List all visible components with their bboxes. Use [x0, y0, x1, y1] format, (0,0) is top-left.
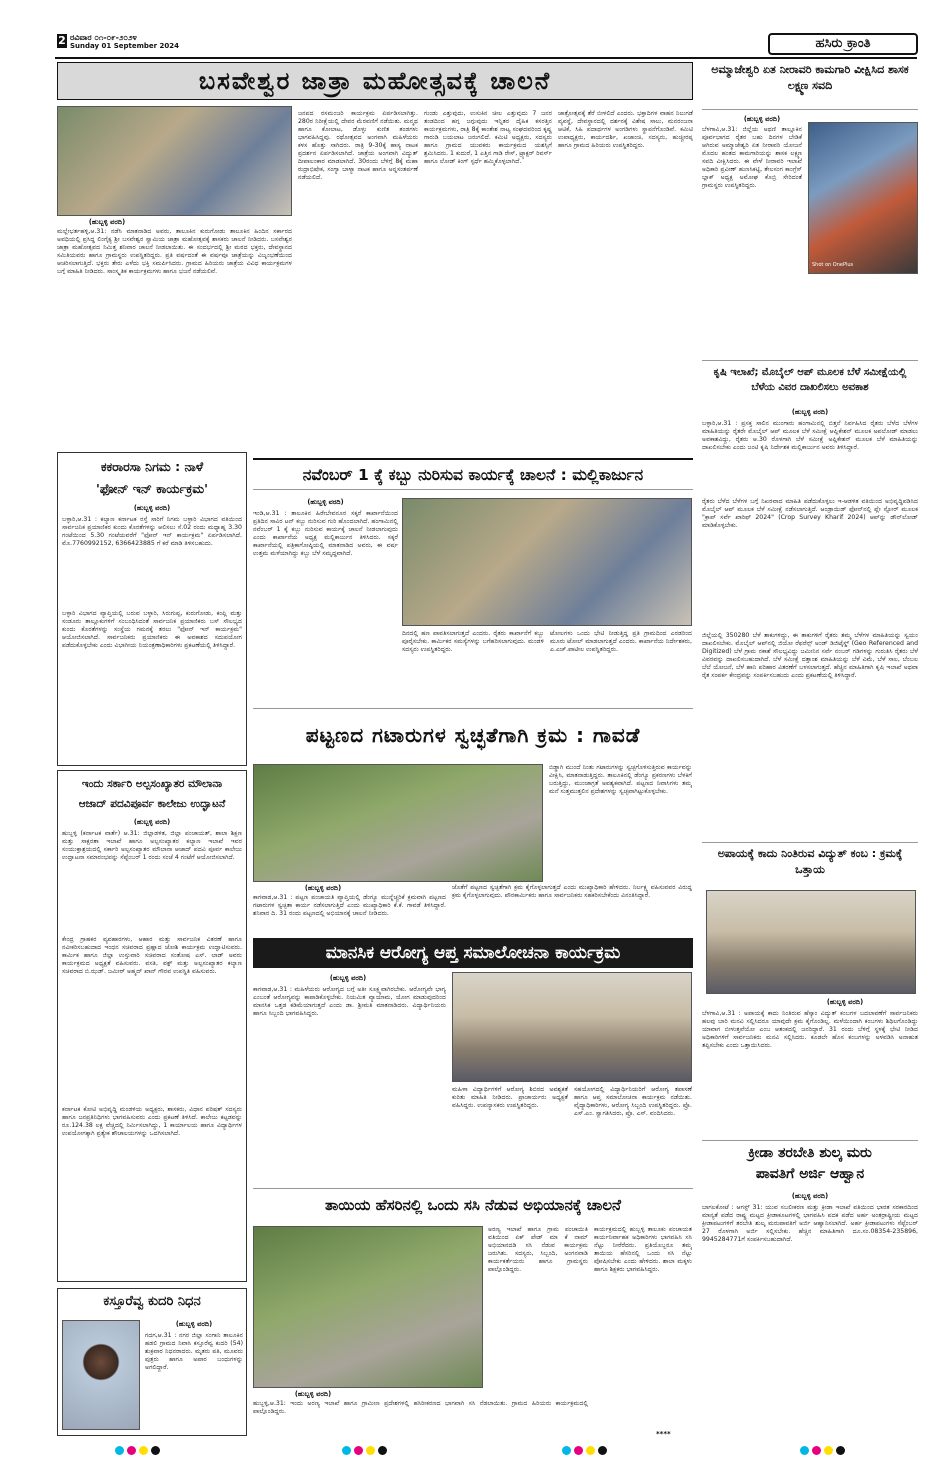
- reg-dot: [574, 1446, 583, 1455]
- basaveshwar-body-1: ಮಲ್ಲೇಭರ್ತಹಳ್ಳಿ,ಆ.31: ನಡೆಸಿ ಮಾತನಾಡಿದ ಅವರು, ತಾಲೂಕಿನ ಕುರುಗೋಡು ತಾಲೂಕಿನ ಹಿಂದಿನ ಸರ್ಕಾರದ ಅವಧಿಯಲ್ಲಿ ಪ್ರಸಿದ್ಧ ಲಿಂಗೈಕ್ಯ ಶ್ರೀ ಬಸವೇಶ್ವರ ಸ್ವಾಮಿಯ ಜಾತ್ರಾ ಮಹೋತ್ಸವಕ್ಕೆ ಶಾಸಕರು ಚಾಲನೆ ನೀಡಿದರು. ಬಸವೇಶ್ವರ ಜಾತ್ರಾ ಮಹೋತ್ಸವದ ನಿಮಿತ್ತ ಶನಿವಾರ ಚಾಲನೆ ನೀಡಲಾಯಿತು. ಈ ಸಂದರ್ಭದಲ್ಲಿ ಶ್ರೀ ಮಠದ ಭಕ್ತರು, ದೇವಸ್ಥಾನದ ಸಮಿತಿಯವರು ಹಾಗೂ ಗ್ರಾಮಸ್ಥರು ಉಪಸ್ಥಿತರಿದ್ದರು. ಪ್ರತಿ ವರ್ಷದಂತೆ ಈ ವರ್ಷವೂ ಜಾತ್ರೆಯನ್ನು ವಿಜೃಂಭಣೆಯಿಂದ ಆಚರಿಸಲಾಗುತ್ತಿದೆ. ಭಕ್ತರು ತೇರು ಎಳೆದು ಭಕ್ತಿ ಸಮರ್ಪಿಸಿದರು. ಗ್ರಾಮದ ಹಿರಿಯರು ಜಾತ್ರೆಯ ವಿವಿಧ ಕಾರ್ಯಕ್ರಮಗಳ ಬಗ್ಗೆ ಮಾಹಿತಿ ನೀಡಿದರು. ಸಾಂಸ್ಕೃತಿಕ ಕಾರ್ಯಕ್ರಮಗಳು ಹಾಗೂ ಭಜನೆ ನಡೆಯಲಿವೆ.: [57, 228, 292, 275]
- gataru-credit: (ಹುಬ್ಬಳ್ಳಿ ವರದಿ): [304, 884, 342, 892]
- kabbu-credit: (ಹುಬ್ಬಳ್ಳಿ ವರದಿ): [307, 498, 344, 506]
- reg-dot: [342, 1446, 351, 1455]
- kakarasarige-body-1: ಬಳ್ಳಾರಿ,ಆ.31 : ಕಲ್ಯಾಣ ಕರ್ನಾಟಕ ರಸ್ತೆ ಸಾರಿಗೆ ನಿಗಮ ಬಳ್ಳಾರಿ ವಿಭಾಗದ ವತಿಯಿಂದ ಸಾರ್ವಜನಿಕ ಪ್ರಯಾಣಿಕರ ಕುಂದು ಕೊರತೆಗಳನ್ನು ಆಲಿಸಲು ಸೆ.02 ರಂದು ಮಧ್ಯಾಹ್ನ 3.30 ಗಂಟೆಯಿಂದ 5.30 ಗಂಟೆಯವರೆಗೆ "ಫೋನ್ ಇನ್ ಕಾರ್ಯಕ್ರಮ" ಏರ್ಪಡಿಸಲಾಗಿದೆ. ಮೊ.7760992152, 6366423885 ಗೆ ಕರೆ ಮಾಡಿ ತಿಳಿಸಬಹುದು.: [62, 516, 242, 547]
- maulana-headline-2: ಆಜಾದ್ ಪದವಿಪೂರ್ವ ಕಾಲೇಜು ಉದ್ಘಾಟನೆ: [78, 798, 226, 810]
- registration-marks-left: [115, 1440, 163, 1459]
- gataru-photo: [253, 764, 543, 882]
- gataru-body-2: ಕಾಗವಾಡ,ಆ.31 : ಪಟ್ಟಣ ಪಂಚಾಯತಿ ವ್ಯಾಪ್ತಿಯಲ್ಲಿ ಡೆಂಗ್ಯೂ ಮುನ್ನೆಚ್ಚರಿಕೆ ಕ್ರಮವಾಗಿ ಪಟ್ಟಣದ ಗಟಾರುಗಳ ಸ್ವಚ್ಛತಾ ಕಾರ್ಯ ನಡೆಸಲಾಗುತ್ತಿದೆ ಎಂದು ಮುಖ್ಯಾಧಿಕಾರಿ ಕೆ.ಕೆ. ಗಾವಡೆ ತಿಳಿಸಿದ್ದಾರೆ. ಶನಿವಾರ ದಿ. 31 ರಂದು ಪಟ್ಟಣದಲ್ಲಿ ಅಭಿಯಾನಕ್ಕೆ ಚಾಲನೆ ನೀಡಿದರು.: [253, 894, 446, 917]
- krida-credit: (ಹುಬ್ಬಳ್ಳಿ ವರದಿ): [791, 1192, 829, 1200]
- reg-dot: [586, 1446, 595, 1455]
- kasturevva-body: ಗದಗ,ಆ.31 : ನಗರ ಜಿಲ್ಲಾ ಸಂಗಾನಿ ತಾಲೂಕಿನ ಹಡಲಿ ಗ್ರಾಮದ ನಿವಾಸಿ ಕಸ್ತೂರೆವ್ವ ಕುದರಿ (54) ಶುಕ್ರವಾರ ನಿಧನರಾದರು. ಮೃತರು ಪತಿ, ಮೂವರು ಪುತ್ರರು ಹಾಗೂ ಅಪಾರ ಬಂಧುಗಳನ್ನು ಅಗಲಿದ್ದಾರೆ.: [145, 1332, 243, 1371]
- kabbu-photo: [402, 498, 692, 626]
- kabbu-body-1: ಇಂಡಿ,ಆ.31 : ತಾಲೂಕಿನ ಹಿರೇಬೇವನೂರ ಸಕ್ಕರೆ ಕಾರ್ಖಾನೆಯಿಂದ ಪ್ರತಿದಿನ ಸಾವಿರ ಟನ್ ಕಬ್ಬು ನುರಿಸುವ ಗುರಿ ಹೊಂದಲಾಗಿದೆ. ಹಂಗಾಮಿನಲ್ಲಿ ನವೆಂಬರ್ 1 ಕ್ಕೆ ಕಬ್ಬು ನುರಿಸುವ ಕಾರ್ಯಕ್ಕೆ ಚಾಲನೆ ನೀಡಲಾಗುವುದು ಎಂದು ಕಾರ್ಖಾನೆಯ ಅಧ್ಯಕ್ಷ ಮಲ್ಲಿಕಾರ್ಜುನ ತಿಳಿಸಿದರು. ಸಕ್ಕರೆ ಕಾರ್ಖಾನೆಯಲ್ಲಿ ಪತ್ರಿಕಾಗೋಷ್ಠಿಯಲ್ಲಿ ಮಾತನಾಡಿದ ಅವರು, ಈ ವರ್ಷ ಉತ್ತಮ ಮಳೆಯಾಗಿದ್ದು ಕಬ್ಬು ಬೆಳೆ ಸಮೃದ್ಧವಾಗಿದೆ.: [253, 510, 398, 557]
- reg-dot: [598, 1446, 607, 1455]
- tayiya-photo: [253, 1226, 483, 1388]
- kakarasarige-credit: (ಹುಬ್ಬಳ್ಳಿ ವರದಿ): [133, 504, 171, 512]
- krishi-body-2: ರೈತರು ಬೆಳೆದ ಬೆಳೆಗಳ ಬಗ್ಗೆ ನಿಖರವಾದ ಮಾಹಿತಿ ಪಡೆದುಕೊಳ್ಳಲು ಇ-ಆಡಳಿತ ವತಿಯಿಂದ ಅಭಿವೃದ್ಧಿಪಡಿಸಿದ ಮೊಬೈಲ್ ಆಪ್ ಮೂಲಕ ಬೆಳೆ ಸಮೀಕ್ಷೆ ನಡೆಸಲಾಗುತ್ತಿದೆ. ಆಂಡ್ರಾಯಿಡ್ ಫೋನ್‌ನಲ್ಲಿ ಪ್ಲೇ ಸ್ಟೋರ್ ಮೂಲಕ "ಕ್ರಾಪ್ ಸರ್ವೆ ಖಾರಿಫ್ 2024" (Crop Survey Kharif 2024) ಆಪ್‌ನ್ನು ಡೌನ್‌ಲೋಡ್ ಮಾಡಿಕೊಳ್ಳಬೇಕು.: [702, 498, 918, 529]
- krida-headline-1: ಕ್ರೀಡಾ ತರಬೇತಿ ಶುಲ್ಕ ಮರು: [702, 1140, 918, 1163]
- page-number: 2: [58, 34, 66, 47]
- gataru-body-3: ಜೊತೆಗೆ ಪಟ್ಟಣದ ಸ್ವಚ್ಛತೆಗಾಗಿ ಕ್ರಮ ಕೈಗೊಳ್ಳಲಾಗುತ್ತದೆ ಎಂದು ಮುಖ್ಯಾಧಿಕಾರಿ ಹೇಳಿದರು. ನಿರ್ಲಕ್ಷ್ಯ ವಹಿಸುವವರ ವಿರುದ್ಧ ಕ್ರಮ ಕೈಗೊಳ್ಳಲಾಗುವುದು. ಪೌರಕಾರ್ಮಿಕರು ಹಾಗೂ ಸಾರ್ವಜನಿಕರು ಸಹಕರಿಸಬೇಕೆಂದು ವಿನಂತಿಸಿದ್ದಾರೆ.: [452, 884, 692, 899]
- reg-dot: [812, 1446, 821, 1455]
- date-english: Sunday 01 September 2024: [70, 42, 180, 50]
- reg-dot: [139, 1446, 148, 1455]
- reg-dot: [836, 1446, 845, 1455]
- krishi-body-3: ಜಿಲ್ಲೆಯಲ್ಲಿ 350280 ಬೆಳೆ ತಾಕುಗಳಿದ್ದು, ಈ ತಾಕುಗಳಿಗೆ ರೈತರು ತಮ್ಮ ಬೆಳೆಗಳ ಮಾಹಿತಿಯನ್ನು ಸ್ವಯಂ ದಾಖಲಿಸಬೇಕು. ಮೊಬೈಲ್ ಆಪ್‌ನಲ್ಲಿ ಜಿಯೋ ರೆಫರೆನ್ಸ್ ಅಂಡ್ ಡಿಜಿಟೈಸ್ಡ್ (Geo Referenced and Digitized) ಬೆಳೆ ಗ್ರಾಮ ನಕಾಶೆ ಸೌಲಭ್ಯವಿದ್ದು ಜಮೀನಿನ ಸರ್ವೆ ನಂಬರ್ ಗಡಿಗಳನ್ನು ಗುರುತಿಸಿ ರೈತರು ಬೆಳೆ ವಿವರವನ್ನು ದಾಖಲಿಸಬಹುದಾಗಿದೆ. ಬೆಳೆ ಸಮೀಕ್ಷೆ ದತ್ತಾಂಶ ಮಾಹಿತಿಯನ್ನು ಬೆಳೆ ವಿಮೆ, ಬೆಳೆ ಸಾಲ, ಬೆಂಬಲ ಬೆಲೆ ಯೋಜನೆ, ಬೆಳೆ ಹಾನಿ ಪರಿಹಾರ ವಿತರಣೆಗೆ ಬಳಸಲಾಗುತ್ತದೆ. ಹೆಚ್ಚಿನ ಮಾಹಿತಿಗಾಗಿ ಕೃಷಿ ಇಲಾಖೆ ಅಥವಾ ರೈತ ಸಂಪರ್ಕ ಕೇಂದ್ರವನ್ನು ಸಂಪರ್ಕಿಸಬಹುದು ಎಂದು ಪ್ರಕಟಣೆಯಲ್ಲಿ ತಿಳಿಸಿದ್ದಾರೆ.: [702, 632, 918, 679]
- krishi-body-1: ಬಳ್ಳಾರಿ,ಆ.31 : ಪ್ರಸಕ್ತ ಸಾಲಿನ ಮುಂಗಾರು ಹಂಗಾಮಿನಲ್ಲಿ ಬಿತ್ತನೆ ನಿರ್ವಹಿಸಿದ ರೈತರು ಬೆಳೆದ ಬೆಳೆಗಳ ಮಾಹಿತಿಯನ್ನು ರೈತರೇ ಮೊಬೈಲ್ ಆಪ್ ಮೂಲಕ ಬೆಳೆ ಸಮೀಕ್ಷೆ ಆಪ್ಲಿಕೇಶನ್ ಮೂಲಕ ಅಪಲೋಡ್ ಮಾಡಲು ಅವಕಾಶವಿದ್ದು, ರೈತರು ಆ.30 ರೊಳಗಾಗಿ ಬೆಳೆ ಸಮೀಕ್ಷೆ ಅಪ್ಲಿಕೇಶನ್ ಮೂಲಕ ಬೆಳೆ ಮಾಹಿತಿಯನ್ನು ದಾಖಲಿಸಬೇಕು ಎಂದು ಜಂಟಿ ಕೃಷಿ ನಿರ್ದೇಶಕ ಮಲ್ಲಿಕಾರ್ಜುನ ಅವರು ತಿಳಿಸಿದ್ದಾರೆ.: [702, 420, 918, 451]
- krishi-headline: ಕೃಷಿ ಇಲಾಖೆ; ಮೊಬೈಲ್ ಆಪ್ ಮೂಲಕ ಬೆಳೆ ಸಮೀಕ್ಷೆಯಲ್ಲಿ ಬೆಳೆಯ ವಿವರ ದಾಖಲಿಸಲು ಅವಕಾಶ: [702, 360, 918, 404]
- gataru-headline: ಪಟ್ಟಣದ ಗಟಾರುಗಳ ಸ್ವಚ್ಛತೆಗಾಗಿ ಕ್ರಮ : ಗಾವಡೆ: [253, 708, 693, 762]
- manasika-body-3: ಸಹಯೋಗದಲ್ಲಿ ವಿದ್ಯಾರ್ಥಿನಿಯರಿಗೆ ಆರೋಗ್ಯ ತಪಾಸಣೆ ಹಾಗೂ ಆಪ್ತ ಸಮಾಲೋಚನಾ ಕಾರ್ಯಕ್ರಮ ನಡೆಯಿತು. ವೈದ್ಯಾಧಿಕಾರಿಗಳು, ಆರೋಗ್ಯ ಸಿಬ್ಬಂದಿ ಉಪಸ್ಥಿತರಿದ್ದರು. ಪ್ರೊ. ಎಸ್.ಎಂ. ಸ್ವಾಗತಿಸಿದರು, ಪ್ರೊ. ಎಸ್. ವಂದಿಸಿದರು.: [574, 1086, 692, 1117]
- kabbu-body-2: ದಿನದಲ್ಲಿ ಹಣ ಪಾವತಿಸಲಾಗುತ್ತದೆ ಎಂದರು. ರೈತರು ಕಾರ್ಖಾನೆಗೆ ಕಬ್ಬು ಪೂರೈಸಬೇಕು. ಕಾರ್ಮಿಕರ ಸಮಸ್ಯೆಗಳನ್ನು ಬಗೆಹರಿಸಲಾಗುವುದು. ಮಂಡಳಿ ಸದಸ್ಯರು ಉಪಸ್ಥಿತರಿದ್ದರು.: [402, 630, 544, 653]
- tayiya-headline: ತಾಯಿಯ ಹೆಸರಿನಲ್ಲಿ ಒಂದು ಸಸಿ ನೆಡುವ ಅಭಿಯಾನಕ್ಕೆ ಚಾಲನೆ: [253, 1188, 693, 1222]
- tayiya-body-2: ಕಾರ್ಯಕ್ರಮದಲ್ಲಿ ಹುಬ್ಬಳ್ಳಿ ತಾಲೂಕು ಪಂಚಾಯತ ಕಾರ್ಯನಿರ್ವಾಹಕ ಅಧಿಕಾರಿಗಳು ಭಾಗವಹಿಸಿ ಸಸಿ ನೆಟ್ಟು ನೀರೆರೆದರು. ಪ್ರತಿಯೊಬ್ಬರೂ ತಮ್ಮ ತಾಯಿಯ ಹೆಸರಿನಲ್ಲಿ ಒಂದು ಸಸಿ ನೆಟ್ಟು ಪೋಷಿಸಬೇಕು ಎಂದು ಹೇಳಿದರು. ಶಾಲಾ ಮಕ್ಕಳು ಹಾಗೂ ಶಿಕ್ಷಕರು ಭಾಗವಹಿಸಿದ್ದರು.: [594, 1226, 692, 1273]
- krishi-credit: (ಹುಬ್ಬಳ್ಳಿ ವರದಿ): [791, 408, 829, 416]
- kakarasarige-headline-1: ಕಕರಾರಸಾ ನಿಗಮ : ನಾಳೆ: [100, 459, 204, 474]
- end-mark: ****: [656, 1430, 671, 1438]
- ammajeshwari-credit: (ಹುಬ್ಬಳ್ಳಿ ವರದಿ): [743, 115, 781, 123]
- reg-dot: [562, 1446, 571, 1455]
- kabbu-headline: ನವೆಂಬರ್ 1 ಕ್ಕೆ ಕಬ್ಬು ನುರಿಸುವ ಕಾರ್ಯಕ್ಕೆ ಚಾಲನೆ : ಮಲ್ಲಿಕಾರ್ಜುನ: [253, 458, 693, 490]
- tayiya-credit: (ಹುಬ್ಬಳ್ಳಿ ವರದಿ): [294, 1390, 332, 1398]
- ammajeshwari-photo: [808, 122, 918, 274]
- basaveshwar-body-3: ಗುಂಡು ಎತ್ತುವುದು, ಉಸುಕಿನ ಚೀಲ ಎತ್ತುವುದು 7 ಜನರ ತಂಡದಿಂದ ಹಗ್ಗ ಜಗ್ಗುವುದು ಇನ್ನಿತರ ದೈಹಿಕ ಕಸರತ್ತಿನ ಕಾರ್ಯಕ್ರಮಗಳು, ರಾತ್ರಿ 8ಕ್ಕೆ ಕಾಂತೇಶ ನಾಟ್ಯ ಸಂಘದವರಿಂದ ಕೃಷ್ಣ ಗಾರುಡಿ ಬಯಲಾಟ ಜರುಗಲಿದೆ. ಕಮಿಟಿ ಅಧ್ಯಕ್ಷರು, ಸದಸ್ಯರು ಹಾಗೂ ಗ್ರಾಮದ ಯುವಕರು ಕಾರ್ಯಕ್ರಮದ ಯಶಸ್ಸಿಗೆ ಶ್ರಮಿಸಿದರು. 1 ಕುದುರೆ, 1 ಎತ್ತಿನ ಗಾಡಿ ರೇಸ್, ಟ್ರ್ಯಾಕ್ಟರ್ ರಿವರ್ಸ್ ಹಾಗೂ ಲೋಡ್ ಕಿಂಗ್ ಸ್ಪರ್ಧೆ ಹಮ್ಮಿಕೊಳ್ಳಲಾಗಿದೆ.: [424, 110, 552, 165]
- ammajeshwari-body: ಬೆಳಗಾವಿ,ಆ.31: ಜಿಲ್ಲೆಯ ಅಥಣಿ ತಾಲ್ಲೂಕಿನ ಪೂರ್ವಭಾಗದ ರೈತರ ಬಹು ದಿನಗಳ ಬೇಡಿಕೆ ಆಗಿರುವ ಅಮ್ಮಾಜೇಶ್ವರಿ ಏತ ನೀರಾವರಿ ಯೋಜನೆ ಮೊದಲ ಹಂತದ ಕಾಮಗಾರಿಯನ್ನು ಶಾಸಕ ಲಕ್ಷ್ಮಣ ಸವದಿ ವೀಕ್ಷಿಸಿದರು. ಈ ವೇಳೆ ನೀರಾವರಿ ಇಲಾಖೆ ಅಧಿಕಾರಿ ಪ್ರವೀಣ್ ಹುಣಸಿಕಟ್ಟಿ, ತೇಲಸಂಗ ಕಾಂಗ್ರೆಸ್ ಬ್ಲಾಕ್ ಅಧ್ಯಕ್ಷ ಅಮೋಘ ಕೊಬ್ರಿ ಸೇರಿದಂತೆ ಗ್ರಾಮಸ್ಥರು ಉಪಸ್ಥಿತರಿದ್ದರು.: [702, 126, 802, 189]
- basaveshwar-credit: (ಹುಬ್ಬಳ್ಳಿ ವರದಿ): [88, 218, 126, 226]
- reg-dot: [127, 1446, 136, 1455]
- maulana-body-2: ಕೇಂದ್ರ ಗ್ರಾಹಕರ ವ್ಯವಹಾರಗಳು, ಆಹಾರ ಮತ್ತು ಸಾರ್ವಜನಿಕ ವಿತರಣೆ ಹಾಗೂ ನವೀಕರಿಸಬಹುದಾದ ಇಂಧನ ಸಚಿವರಾದ ಪ್ರಹ್ಲಾದ ಜೋಶಿ ಕಾರ್ಯಕ್ರಮ ಉದ್ಘಾಟಿಸುವರು. ಕಾರ್ಮಿಕ ಹಾಗೂ ಜಿಲ್ಲಾ ಉಸ್ತುವಾರಿ ಸಚಿವರಾದ ಸಂತೋಷ ಎಸ್. ಲಾಡ್ ಅವರು ಕಾರ್ಯಕ್ರಮದ ಅಧ್ಯಕ್ಷತೆ ವಹಿಸುವರು. ವಸತಿ, ವಕ್ಫ್ ಮತ್ತು ಅಲ್ಪಸಂಖ್ಯಾತರ ಕಲ್ಯಾಣ ಸಚಿವರಾದ ಬಿ.ಝಡ್. ಜಮೀರ್ ಅಹ್ಮದ್ ಖಾನ್ ಗೌರವ ಉಪಸ್ಥಿತಿ ವಹಿಸುವರು.: [62, 936, 242, 975]
- basaveshwar-headline: ಬಸವೇಶ್ವರ ಜಾತ್ರಾ ಮಹೋತ್ಸವಕ್ಕೆ ಚಾಲನೆ: [57, 62, 693, 100]
- maulana-body-3: ಕರ್ನಾಟಕ ಕೋಟಿ ಅಭಿವೃದ್ಧಿ ಮಂಡಳಿಯ ಅಧ್ಯಕ್ಷರು, ಶಾಸಕರು, ವಿಧಾನ ಪರಿಷತ್ ಸದಸ್ಯರು ಹಾಗೂ ಜನಪ್ರತಿನಿಧಿಗಳು ಭಾಗವಹಿಸುವರು ಎಂದು ಪ್ರಕಟಣೆ ತಿಳಿಸಿದೆ. ಕಾಲೇಜು ಕಟ್ಟಡವನ್ನು ರೂ.124.38 ಲಕ್ಷ ವೆಚ್ಚದಲ್ಲಿ ನಿರ್ಮಿಸಲಾಗಿದ್ದು, 1 ಕಾರ್ಯಾಲಯ ಹಾಗೂ ವಿದ್ಯಾರ್ಥಿಗಳ ಉಪಯೋಗಕ್ಕಾಗಿ ಪ್ರತ್ಯೇಕ ಶೌಚಾಲಯಗಳನ್ನು ಒದಗಿಸಲಾಗಿದೆ.: [62, 1106, 242, 1137]
- gataru-body-1: ಬಿಡ್ಡಾಗಿ ಮುಂದೆ ನಿಂತು ಗಟಾರುಗಳನ್ನು ಸ್ವಚ್ಛಗೊಳಿಸುತ್ತಿರುವ ಕಾರ್ಯವನ್ನು ವೀಕ್ಷಿಸಿ, ಮಾತನಾಡುತ್ತಿದ್ದರು. ತಾಲೂಕಿನಲ್ಲಿ ಡೆಂಗ್ಯೂ ಪ್ರಕರಣಗಳು ಬೆಳಕಿಗೆ ಬರುತ್ತಿದ್ದು, ಮುಂಜಾಗ್ರತೆ ಅವಶ್ಯಕವಾಗಿದೆ. ಪಟ್ಟಣದ ನಿವಾಸಿಗಳು ತಮ್ಮ ಮನೆ ಸುತ್ತಮುತ್ತಲಿನ ಪ್ರದೇಶಗಳನ್ನು ಸ್ವಚ್ಛವಾಗಿಟ್ಟುಕೊಳ್ಳಬೇಕು.: [549, 764, 692, 795]
- reg-dot: [115, 1446, 124, 1455]
- manasika-body-2: ಮಹಿಳಾ ವಿದ್ಯಾರ್ಥಿಗಳಿಗೆ ಆರೋಗ್ಯ ಶಿಬಿರದ ಅವಶ್ಯಕತೆ ಕುರಿತು ಮಾಹಿತಿ ನೀಡಿದರು. ಪ್ರಾಚಾರ್ಯರು ಅಧ್ಯಕ್ಷತೆ ವಹಿಸಿದ್ದರು. ಉಪನ್ಯಾಸಕರು ಉಪಸ್ಥಿತರಿದ್ದರು.: [452, 1086, 568, 1109]
- vidyut-credit: (ಹುಬ್ಬಳ್ಳಿ ವರದಿ): [826, 998, 864, 1006]
- manasika-credit: (ಹುಬ್ಬಳ್ಳಿ ವರದಿ): [329, 974, 367, 982]
- manasika-body-1: ಕಾಗವಾಡ,ಆ.31 : ಮಹಿಳೆಯರು ಆರೋಗ್ಯದ ಬಗ್ಗೆ ಅತೀ ಸೂಕ್ಷ್ಮವಾಗಿರಬೇಕು. ಆರೋಗ್ಯವೇ ಭಾಗ್ಯ ಎಂಬಂತೆ ಆರೋಗ್ಯವನ್ನು ಕಾಪಾಡಿಕೊಳ್ಳಬೇಕು. ನಿಯಮಿತ ವ್ಯಾಯಾಮ, ಯೋಗ ಮಾಡುವುದರಿಂದ ಮಾನಸಿಕ ಒತ್ತಡ ಕಡಿಮೆಯಾಗುತ್ತದೆ ಎಂದು ಡಾ. ಶ್ರೀಮತಿ ಮಾತನಾಡಿದರು. ವಿದ್ಯಾರ್ಥಿನಿಯರು ಹಾಗೂ ಸಿಬ್ಬಂದಿ ಭಾಗವಹಿಸಿದ್ದರು.: [253, 986, 446, 1017]
- reg-dot: [378, 1446, 387, 1455]
- reg-dot: [366, 1446, 375, 1455]
- basaveshwar-photo: [57, 106, 292, 216]
- tayiya-body-3: ಹುಬ್ಬಳ್ಳಿ,ಆ.31: ಇಂದು ಅರಣ್ಯ ಇಲಾಖೆ ಹಾಗೂ ಗ್ರಾಮೀಣ ಪ್ರದೇಶಗಳಲ್ಲಿ ಹಸಿರೀಕರಣದ ಭಾಗವಾಗಿ ಸಸಿ ನೆಡಲಾಯಿತು. ಗ್ರಾಮದ ಹಿರಿಯರು ಕಾರ್ಯಕ್ರಮದಲ್ಲಿ ಪಾಲ್ಗೊಂಡಿದ್ದರು.: [253, 1400, 588, 1415]
- vidyut-headline: ಅಪಾಯಕ್ಕೆ ಕಾದು ನಿಂತಿರುವ ವಿದ್ಯುತ್ ಕಂಬ : ಕ್ರಮಕ್ಕೆ ಒತ್ತಾಯ: [702, 842, 918, 882]
- kakarasarige-body-2: ಬಳ್ಳಾರಿ ವಿಭಾಗದ ವ್ಯಾಪ್ತಿಯಲ್ಲಿ ಬರುವ ಬಳ್ಳಾರಿ, ಸಿರುಗುಪ್ಪ, ಕುರುಗೋಡು, ಕಂಪ್ಲಿ ಮತ್ತು ಸಂಡೂರು ತಾಲ್ಲೂಕುಗಳಿಗೆ ಸಂಬಂಧಿಸಿದಂತೆ ಸಾರ್ವಜನಿಕ ಪ್ರಯಾಣಿಕರು ಬಸ್ ಸೌಲಭ್ಯದ ಕುಂದು ಕೊರತೆಗಳನ್ನು ಸಂಸ್ಥೆಯ ಗಮನಕ್ಕೆ ತರಲು "ಫೋನ್ ಇನ್ ಕಾರ್ಯಕ್ರಮ" ಆಯೋಜಿಸಲಾಗಿದೆ. ಸಾರ್ವಜನಿಕರು ಪ್ರಯಾಣಿಕರು ಈ ಅವಕಾಶದ ಸದುಪಯೋಗ ಪಡೆದುಕೊಳ್ಳಬೇಕು ಎಂದು ವಿಭಾಗೀಯ ನಿಯಂತ್ರಣಾಧಿಕಾರಿಗಳು ಪ್ರಕಟಣೆಯಲ್ಲಿ ತಿಳಿಸಿದ್ದಾರೆ.: [62, 610, 242, 649]
- kabbu-body-3: ಟೋಲಗಳು ಒಂದು ಭೇಟಿ ನೀಡುತ್ತಿದ್ದ ಪ್ರತಿ ಗ್ರಾಮದಿಂದ ಎರಡರಿಂದ ಮೂರು ಟೋಲ್ ಮಾಡಲಾಗುತ್ತದೆ ಎಂದರು. ಕಾರ್ಖಾನೆಯ ನಿರ್ದೇಶಕರು, ಎ.ಎಚ್.ಪಾಟೀಲ ಉಪಸ್ಥಿತರಿದ್ದರು.: [550, 630, 692, 653]
- registration-marks-center: [342, 1440, 390, 1459]
- manasika-photo: [452, 972, 692, 1082]
- registration-marks-right: [800, 1440, 848, 1459]
- header-rule: [55, 57, 917, 59]
- krida-body: ಬಾಗಲಕೋಟೆ : ಆಗಸ್ಟ್ 31: ಯುವ ಸಬಲೀಕರಣ ಮತ್ತು ಕ್ರೀಡಾ ಇಲಾಖೆ ವತಿಯಿಂದ ಭಾರತ ಸರಕಾರದಿಂದ ಮಾನ್ಯತೆ ಪಡೆದ ರಾಷ್ಟ್ರ ಮಟ್ಟದ ಕ್ರೀಡಾಕೂಟಗಳಲ್ಲಿ ಭಾಗವಹಿಸಿ ಪದಕ ಪಡೆದ ಅರ್ಹ ಅಂತರ್ರಾಷ್ಟ್ರೀಯ ಮಟ್ಟದ ಕ್ರೀಡಾಪಟುಗಳಿಗೆ ತರಬೇತಿ ಶುಲ್ಕ ಮರುಪಾವತಿಗೆ ಅರ್ಜಿ ಆಹ್ವಾನಿಸಲಾಗಿದೆ. ಅರ್ಹ ಕ್ರೀಡಾಪಟುಗಳು ಸೆಪ್ಟೆಂಬರ್ 27 ರೊಳಗಾಗಿ ಅರ್ಜಿ ಸಲ್ಲಿಸಬೇಕು. ಹೆಚ್ಚಿನ ಮಾಹಿತಿಗಾಗಿ ದೂ.ಸಂ.08354-235896, 9945284771ಗೆ ಸಂಪರ್ಕಿಸಬಹುದಾಗಿದೆ.: [702, 1204, 918, 1243]
- basaveshwar-body-2: ಜನಪದ ರಸಮಂಜರಿ ಕಾರ್ಯಕ್ರಮ ಏರ್ಪಡಿಸಲಾಗಿತ್ತು. 280ರ ನಿರೀಕ್ಷೆಯಲ್ಲಿ ದೇವರ ಮೆರವಣಿಗೆ ನಡೆಯಿತು. ಮನ್ಮಥ ಹಾಗೂ ಕೋಲಾಟ, ಡೊಳ್ಳು ಕುಣಿತ ತಂಡಗಳು ಭಾಗವಹಿಸಿದ್ದವು. ರಥೋತ್ಸವದ ಅಂಗವಾಗಿ ಮಹಿಳೆಯರು ಕಳಸ ಹೊತ್ತು ಸಾಗಿದರು. ರಾತ್ರಿ 9-30ಕ್ಕೆ ಹಾಸ್ಯ ನಾಟಕ ಪ್ರದರ್ಶನ ಏರ್ಪಡಿಸಲಾಗಿದೆ. ಜಾತ್ರೆಯ ಅಂಗವಾಗಿ ವಿದ್ಯುತ್ ದೀಪಾಲಂಕಾರ ಮಾಡಲಾಗಿದೆ. 30ರಂದು ಬೆಳಿಗ್ಗೆ 8ಕ್ಕೆ ಮಹಾ ರುದ್ರಾಭಿಷೇಕ, ಸಂಗ್ಯಾ ಬಾಳ್ಯಾ ನಾಟಕ ಹಾಗೂ ಅನ್ನಸಂತರ್ಪಣೆ ನಡೆಯಲಿದೆ.: [298, 110, 418, 181]
- date-kannada: ರವಿವಾರ ೦೧-೦೯-೨೦೨೪: [70, 33, 137, 42]
- maulana-credit: (ಹುಬ್ಬಳ್ಳಿ ವರದಿ): [133, 818, 171, 826]
- reg-dot: [151, 1446, 160, 1455]
- vidyut-photo: [706, 890, 916, 994]
- manasika-headline: ಮಾನಸಿಕ ಆರೋಗ್ಯ ಆಪ್ತ ಸಮಾಲೋಚನಾ ಕಾರ್ಯಕ್ರಮ: [253, 938, 693, 968]
- kasturevva-headline: ಕಸ್ತೂರೆವ್ವ ಕುದರಿ ನಿಧನ: [103, 1294, 201, 1309]
- kakarasarige-headline-2: 'ಫೋನ್ ಇನ್ ಕಾರ್ಯಕ್ರಮ': [96, 481, 208, 496]
- masthead: ಹಸಿರು ಕ್ರಾಂತಿ: [768, 33, 918, 55]
- maulana-headline-1: ಇಂದು ಸರ್ಕಾರಿ ಅಲ್ಪಸಂಖ್ಯಾತರ ಮೌಲಾನಾ: [81, 778, 223, 790]
- ammajeshwari-headline: ಅಮ್ಮಾಜೇಶ್ವರಿ ಏತ ನೀರಾವರಿ ಕಾಮಗಾರಿ ವೀಕ್ಷಿಸಿದ ಶಾಸಕ ಲಕ್ಷ್ಮಣ ಸವದಿ: [702, 62, 918, 110]
- maulana-body-1: ಹುಬ್ಬಳ್ಳಿ (ಕರ್ನಾಟಕ ವಾರ್ತೆ) ಆ.31: ಜಿಲ್ಲಾಡಳಿತ, ಜಿಲ್ಲಾ ಪಂಚಾಯತ್, ಶಾಲಾ ಶಿಕ್ಷಣ ಮತ್ತು ಸಾಕ್ಷರತಾ ಇಲಾಖೆ ಹಾಗೂ ಅಲ್ಪಸಂಖ್ಯಾತರ ಕಲ್ಯಾಣ ಇಲಾಖೆ ಇವರ ಸಂಯುಕ್ತಾಶ್ರಯದಲ್ಲಿ ಸರ್ಕಾರಿ ಅಲ್ಪಸಂಖ್ಯಾತರ ಮೌಲಾನಾ ಆಜಾದ್ ಪದವಿ ಪೂರ್ವ ಕಾಲೇಜು ಉದ್ಘಾಟನಾ ಸಮಾರಂಭವನ್ನು ಸೆಪ್ಟೆಂಬರ್ 1 ರಂದು ಸಂಜೆ 4 ಗಂಟೆಗೆ ಆಯೋಜಿಸಲಾಗಿದೆ.: [62, 830, 242, 861]
- kasturevva-photo: [62, 1320, 140, 1430]
- krida-headline-2: ಪಾವತಿಗೆ ಅರ್ಜಿ ಆಹ್ವಾನ: [755, 1166, 865, 1182]
- reg-dot: [354, 1446, 363, 1455]
- tayiya-body-1: ಅರಣ್ಯ ಇಲಾಖೆ ಹಾಗೂ ಗ್ರಾಮ ಪಂಚಾಯಿತಿ ವತಿಯಿಂದ ಏಕ್ ಪೇಡ್ ಮಾ ಕೆ ನಾಮ್ ಅಭಿಯಾನದಡಿ ಸಸಿ ನೆಡುವ ಕಾರ್ಯಕ್ರಮ ಜರುಗಿತು. ಸದಸ್ಯರು, ಸಿಬ್ಬಂದಿ, ಅಂಗನವಾಡಿ ಕಾರ್ಯಕರ್ತೆಯರು ಹಾಗೂ ಗ್ರಾಮಸ್ಥರು ಪಾಲ್ಗೊಂಡಿದ್ದರು.: [488, 1226, 588, 1273]
- kasturevva-credit: (ಹುಬ್ಬಳ್ಳಿ ವರದಿ): [175, 1320, 213, 1328]
- basaveshwar-body-4: ಜಾತ್ರೋತ್ಸವಕ್ಕೆ ತೆರೆ ಬೀಳಲಿದೆ ಎಂದರು. ಭಕ್ತಾದಿಗಳ ವಾಹನ ನಿಲುಗಡೆ ವ್ಯವಸ್ಥೆ, ದೇವಸ್ಥಾನದಲ್ಲಿ ದರ್ಶನಕ್ಕೆ ವಿಶೇಷ ಸಾಲು, ಮನರಂಜನಾ ಆಟಿಕೆ, ಸಿಹಿ ಪದಾರ್ಥಗಳ ಅಂಗಡಿಗಳು ಸ್ಥಾಪನೆಗೊಂಡಿವೆ. ಕಮಿಟಿ ಉಪಾಧ್ಯಕ್ಷರು, ಕಾರ್ಯದರ್ಶಿ, ಖಜಾಂಚಿ, ಸದಸ್ಯರು, ಹುಚ್ಚೀರಪ್ಪ ಹಾಗೂ ಗ್ರಾಮದ ಹಿರಿಯರು ಉಪಸ್ಥಿತರಿದ್ದರು.: [558, 110, 693, 149]
- vidyut-body: ಬೆಳಗಾವಿ,ಆ.31 : ಅಪಾಯಕ್ಕೆ ಕಾದು ನಿಂತಿರುವ ಹೆಸ್ಕಾಂ ವಿದ್ಯುತ್ ಕಂಬಗಳ ಬದಲಾವಣೆಗೆ ಸಾರ್ವಜನಿಕರು ಹಲವು ಬಾರಿ ಮನವಿ ಸಲ್ಲಿಸಿದರೂ ಯಾವುದೇ ಕ್ರಮ ಕೈಗೊಂಡಿಲ್ಲ. ಮಳೆಯಿಂದಾಗಿ ಕಂಬಗಳು ಶಿಥಿಲಗೊಂಡಿದ್ದು ಯಾವಾಗ ಬೀಳುತ್ತವೆಯೋ ಎಂಬ ಆತಂಕದಲ್ಲಿ ಜನರಿದ್ದಾರೆ. 31 ರಂದು ಬೆಳಿಗ್ಗೆ ಸ್ಥಳಕ್ಕೆ ಭೇಟಿ ನೀಡಿದ ಅಧಿಕಾರಿಗಳಿಗೆ ಸಾರ್ವಜನಿಕರು ಮನವಿ ಸಲ್ಲಿಸಿದರು. ಕೂಡಲೇ ಹೊಸ ಕಂಬಗಳನ್ನು ಅಳವಡಿಸಿ ಅನಾಹುತ ತಪ್ಪಿಸಬೇಕು ಎಂದು ಒತ್ತಾಯಿಸಿದರು.: [702, 1010, 918, 1049]
- ammajeshwari-photo-watermark: Shot on OnePlus: [812, 262, 854, 268]
- reg-dot: [800, 1446, 809, 1455]
- reg-dot: [824, 1446, 833, 1455]
- registration-marks-mid: [562, 1440, 610, 1459]
